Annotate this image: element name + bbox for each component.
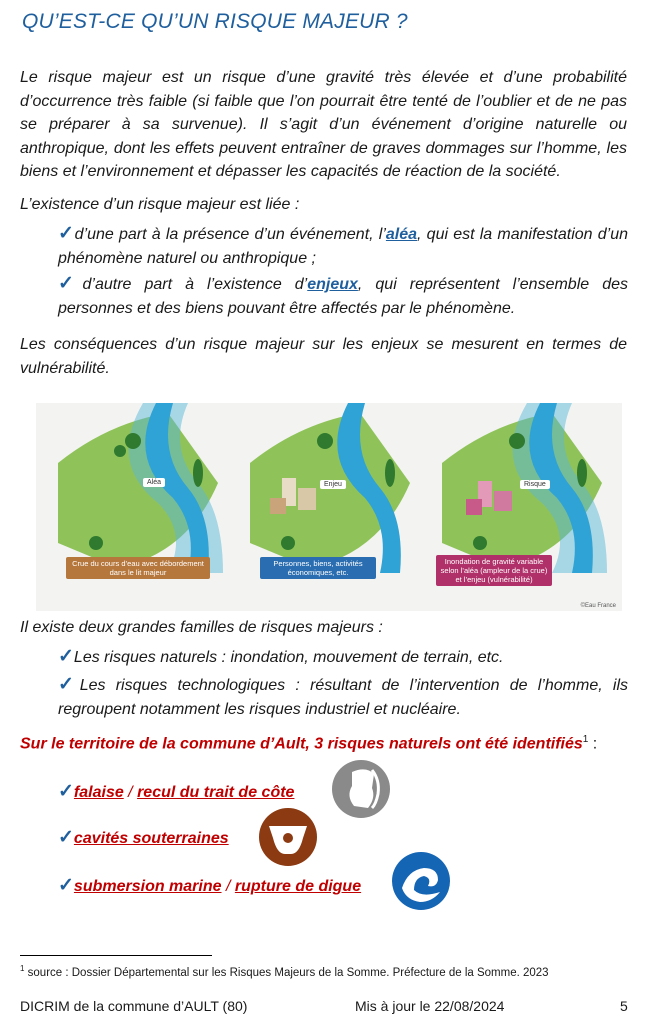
illustration-panel-risque [432, 403, 612, 589]
panel-label: Aléa [143, 478, 165, 487]
check-icon: ✓ [58, 273, 83, 294]
check-icon: ✓ [58, 781, 74, 802]
family-technological [58, 673, 628, 721]
illustration-panel-alea [48, 403, 228, 589]
footnote-rule [20, 955, 212, 956]
consequences-text: Les conséquences d’un risque majeur sur les enjeux se mesurent en termes de vulnérabilité. [20, 336, 627, 377]
commune-heading [20, 734, 597, 753]
footnote-text: source : Dossier Départemental sur les Risques Majeurs de la Somme. Préfecture de la Somme. 2023 [24, 966, 549, 979]
cavity-icon [259, 808, 317, 866]
commune-heading-text: Sur le territoire de la commune d’Ault, 3 risques naturels ont été identifiés [20, 735, 583, 753]
risk-link-recul[interactable]: recul du trait de côte [137, 784, 295, 801]
intro-paragraph: Le risque majeur est un risque d’une gravité très élevée et d’une probabilité d’occurrence très faible (si faible que l’on pourrait être tenté de l’oublier et de ne pas se préparer à sa survenue). Il s’agit d’un événement d’origine naturelle ou anthropique, dont les effets peuvent entraîner de graves dommages sur l’homme, les biens et l’environnement et dépasser les capacités de réaction de la société. [20, 69, 627, 180]
risk-link-digue[interactable]: rupture de digue [234, 878, 362, 895]
bullet-text: , qui est la manifestation d’un phénomène naturel ou anthropique ; [58, 226, 629, 267]
check-icon: ✓ [58, 223, 75, 244]
risk-falaise [58, 780, 294, 803]
risk-illustration [36, 403, 622, 611]
check-icon: ✓ [58, 875, 74, 896]
cliff-icon [332, 760, 390, 818]
risk-link-submersion[interactable]: submersion marine [73, 878, 222, 895]
bullet-text: Les risques naturels : inondation, mouvement de terrain, etc. [73, 649, 504, 666]
panel-caption: Crue du cours d’eau avec débordement dans le lit majeur [66, 557, 210, 579]
panel-label: Risque [520, 480, 550, 489]
term-enjeux[interactable]: enjeux [307, 276, 358, 293]
bullet-text: Les risques technologiques : résultant de l’intervention de l’homme, ils regroupent notamment les risques industriel et nucléaire. [58, 677, 628, 718]
footnote [20, 964, 549, 979]
bullet-alea [58, 222, 628, 270]
footnote-number: 1 [20, 964, 25, 973]
families-intro: Il existe deux grandes familles de risques majeurs : [20, 619, 383, 636]
heading-suffix: : [588, 735, 598, 753]
bullet-enjeux [58, 272, 628, 320]
copyright: ©Eau France [580, 603, 616, 609]
check-icon: ✓ [58, 827, 74, 848]
footer-left: DICRIM de la commune d’AULT (80) [20, 998, 248, 1014]
risk-submersion [58, 874, 361, 897]
family-natural [58, 645, 628, 670]
illustration-panel-enjeu [240, 403, 420, 589]
page-title: QU’EST-CE QU’UN RISQUE MAJEUR ? [22, 10, 408, 33]
panel-caption: Personnes, biens, activités économiques, etc. [260, 557, 376, 579]
risk-separator: / [123, 784, 138, 801]
risk-link-falaise[interactable]: falaise [73, 784, 124, 801]
risk-separator: / [221, 878, 235, 895]
footer-date: Mis à jour le 22/08/2024 [355, 998, 505, 1014]
footnote-marker: 1 [582, 734, 589, 745]
bullet-text: d’une part à la présence d’un événement, l’ [74, 226, 386, 243]
panel-label: Enjeu [320, 480, 346, 489]
check-icon: ✓ [58, 646, 74, 667]
wave-icon [392, 852, 450, 910]
risk-link-cavites[interactable]: cavités souterraines [73, 830, 229, 847]
bullet-text: , qui représentent l’ensemble des personnes et des biens pouvant être affectés par le phénomène. [58, 276, 628, 317]
page-number: 5 [620, 998, 628, 1014]
bullet-text: d’autre part à l’existence d’ [82, 276, 308, 293]
panel-caption: Inondation de gravité variable selon l’aléa (ampleur de la crue) et l’enjeu (vulnérabilité) [436, 555, 552, 586]
existence-text: L’existence d’un risque majeur est liée : [20, 196, 300, 213]
term-alea[interactable]: aléa [385, 226, 418, 243]
risk-cavites [58, 826, 229, 849]
check-icon: ✓ [58, 674, 80, 695]
